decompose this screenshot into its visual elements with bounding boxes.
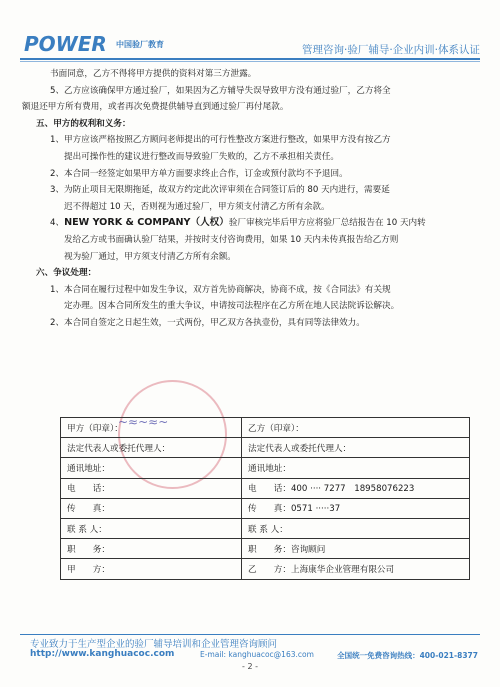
table-row <box>61 418 470 438</box>
header-divider <box>20 58 480 60</box>
footer-email[interactable]: E-mail: kanghuacoc@163.com <box>200 650 314 659</box>
table-cell: 职 务：咨询顾问 <box>242 539 470 559</box>
paragraph: 视为验厂通过，甲方须支付清乙方所有余额。 <box>64 251 236 262</box>
paragraph: 1、本合同在履行过程中如发生争议，双方首先协商解决，协商不成，按《合同法》有关规 <box>50 284 391 295</box>
footer-website-link[interactable]: http://www.kanghuacoc.com <box>30 649 175 659</box>
footer-tagline: 专业致力于生产型企业的验厂辅导培训和企业管理咨询顾问 <box>30 639 278 650</box>
paragraph: 3、为防止项目无限期拖延，故双方约定此次评审须在合同签订后的 80 天内进行，需要延 <box>50 185 390 196</box>
table-row <box>61 539 470 559</box>
paragraph: 书面同意，乙方不得将甲方提供的资料对第三方泄露。 <box>50 69 257 79</box>
paragraph-text: 验厂审核完毕后甲方应将验厂总结报告在 10 天内转 <box>228 218 426 229</box>
table-cell: 乙 方：上海康华企业管理有限公司 <box>242 559 470 579</box>
table-cell: 通讯地址： <box>242 458 470 478</box>
table-cell: 联 系 人： <box>242 518 470 538</box>
brand-logo: POWER <box>24 32 107 56</box>
table-row <box>61 498 470 518</box>
brand-subtitle: 中国验厂教育 <box>116 40 164 49</box>
paragraph: 2、本合同一经签定如果甲方单方面要求终止合作，订金或预付款均不予退回。 <box>50 168 348 179</box>
page-header <box>20 30 480 60</box>
table-row <box>61 559 470 579</box>
signature-table <box>60 417 470 580</box>
footer-divider <box>20 634 480 635</box>
paragraph <box>22 215 480 232</box>
table-row <box>61 458 470 478</box>
table-cell: 甲方（印章）： <box>61 418 242 438</box>
handwritten-signature: ~≈~≈~ <box>118 415 169 429</box>
client-company: NEW YORK & COMPANY（人权） <box>64 217 229 229</box>
table-cell: 传 真： <box>61 498 242 518</box>
section-heading: 五、甲方的权利和义务： <box>36 118 131 129</box>
table-row <box>61 438 470 458</box>
paragraph: 5、乙方应该确保甲方通过验厂，如果因为乙方辅导失误导致甲方没有通过验厂，乙方将全 <box>50 85 391 96</box>
table-row <box>61 478 470 498</box>
paragraph: 提出可操作性的建议进行整改而导致验厂失败的，乙方不承担相关责任。 <box>64 151 340 162</box>
page-number: - 2 - <box>242 662 258 671</box>
paragraph: 2、本合同自签定之日起生效，一式两份，甲乙双方各执壹份，具有同等法律效力。 <box>50 317 365 328</box>
paragraph: 迟不得超过 10 天，否则视为通过验厂，甲方须支付清乙方所有余款。 <box>64 201 330 212</box>
paragraph: 定办理。因本合同所发生的重大争议，申请按司法程序在乙方所在地人民法院诉讼解决。 <box>64 301 400 312</box>
contract-body <box>22 66 480 332</box>
item-number: 4、 <box>50 218 65 229</box>
table-cell: 通讯地址： <box>61 458 242 478</box>
table-cell: 法定代表人或委托代理人： <box>242 438 470 458</box>
table-cell: 法定代表人或委托代理人： <box>61 438 242 458</box>
section-heading: 六、争议处理： <box>36 268 97 279</box>
table-cell: 电 话： <box>61 478 242 498</box>
table-row <box>61 518 470 538</box>
footer-hotline: 全国统一免费咨询热线：400-021-8377 <box>337 651 478 660</box>
table-cell: 乙方（印章）： <box>242 418 470 438</box>
paragraph: 额退还甲方所有费用，或者再次免费提供辅导直到通过验厂再付尾款。 <box>22 102 289 113</box>
table-cell: 传 真：0571 ·····37 <box>242 498 470 518</box>
header-slogan: 管理咨询·验厂辅导·企业内训·体系认证 <box>301 44 480 56</box>
paragraph: 1、甲方应该严格按照乙方顾问老师提出的可行性整改方案进行整改，如果甲方没有按乙方 <box>50 135 391 146</box>
header-divider-thin <box>20 61 480 62</box>
table-cell: 电 话：400 ···· 7277 18958076223 <box>242 478 470 498</box>
table-cell: 甲 方： <box>61 559 242 579</box>
paragraph: 发给乙方或书面确认验厂结果，并按时支付咨询费用，如果 10 天内未传真报告给乙方则 <box>64 234 399 245</box>
table-cell: 职 务： <box>61 539 242 559</box>
table-cell: 联 系 人： <box>61 518 242 538</box>
